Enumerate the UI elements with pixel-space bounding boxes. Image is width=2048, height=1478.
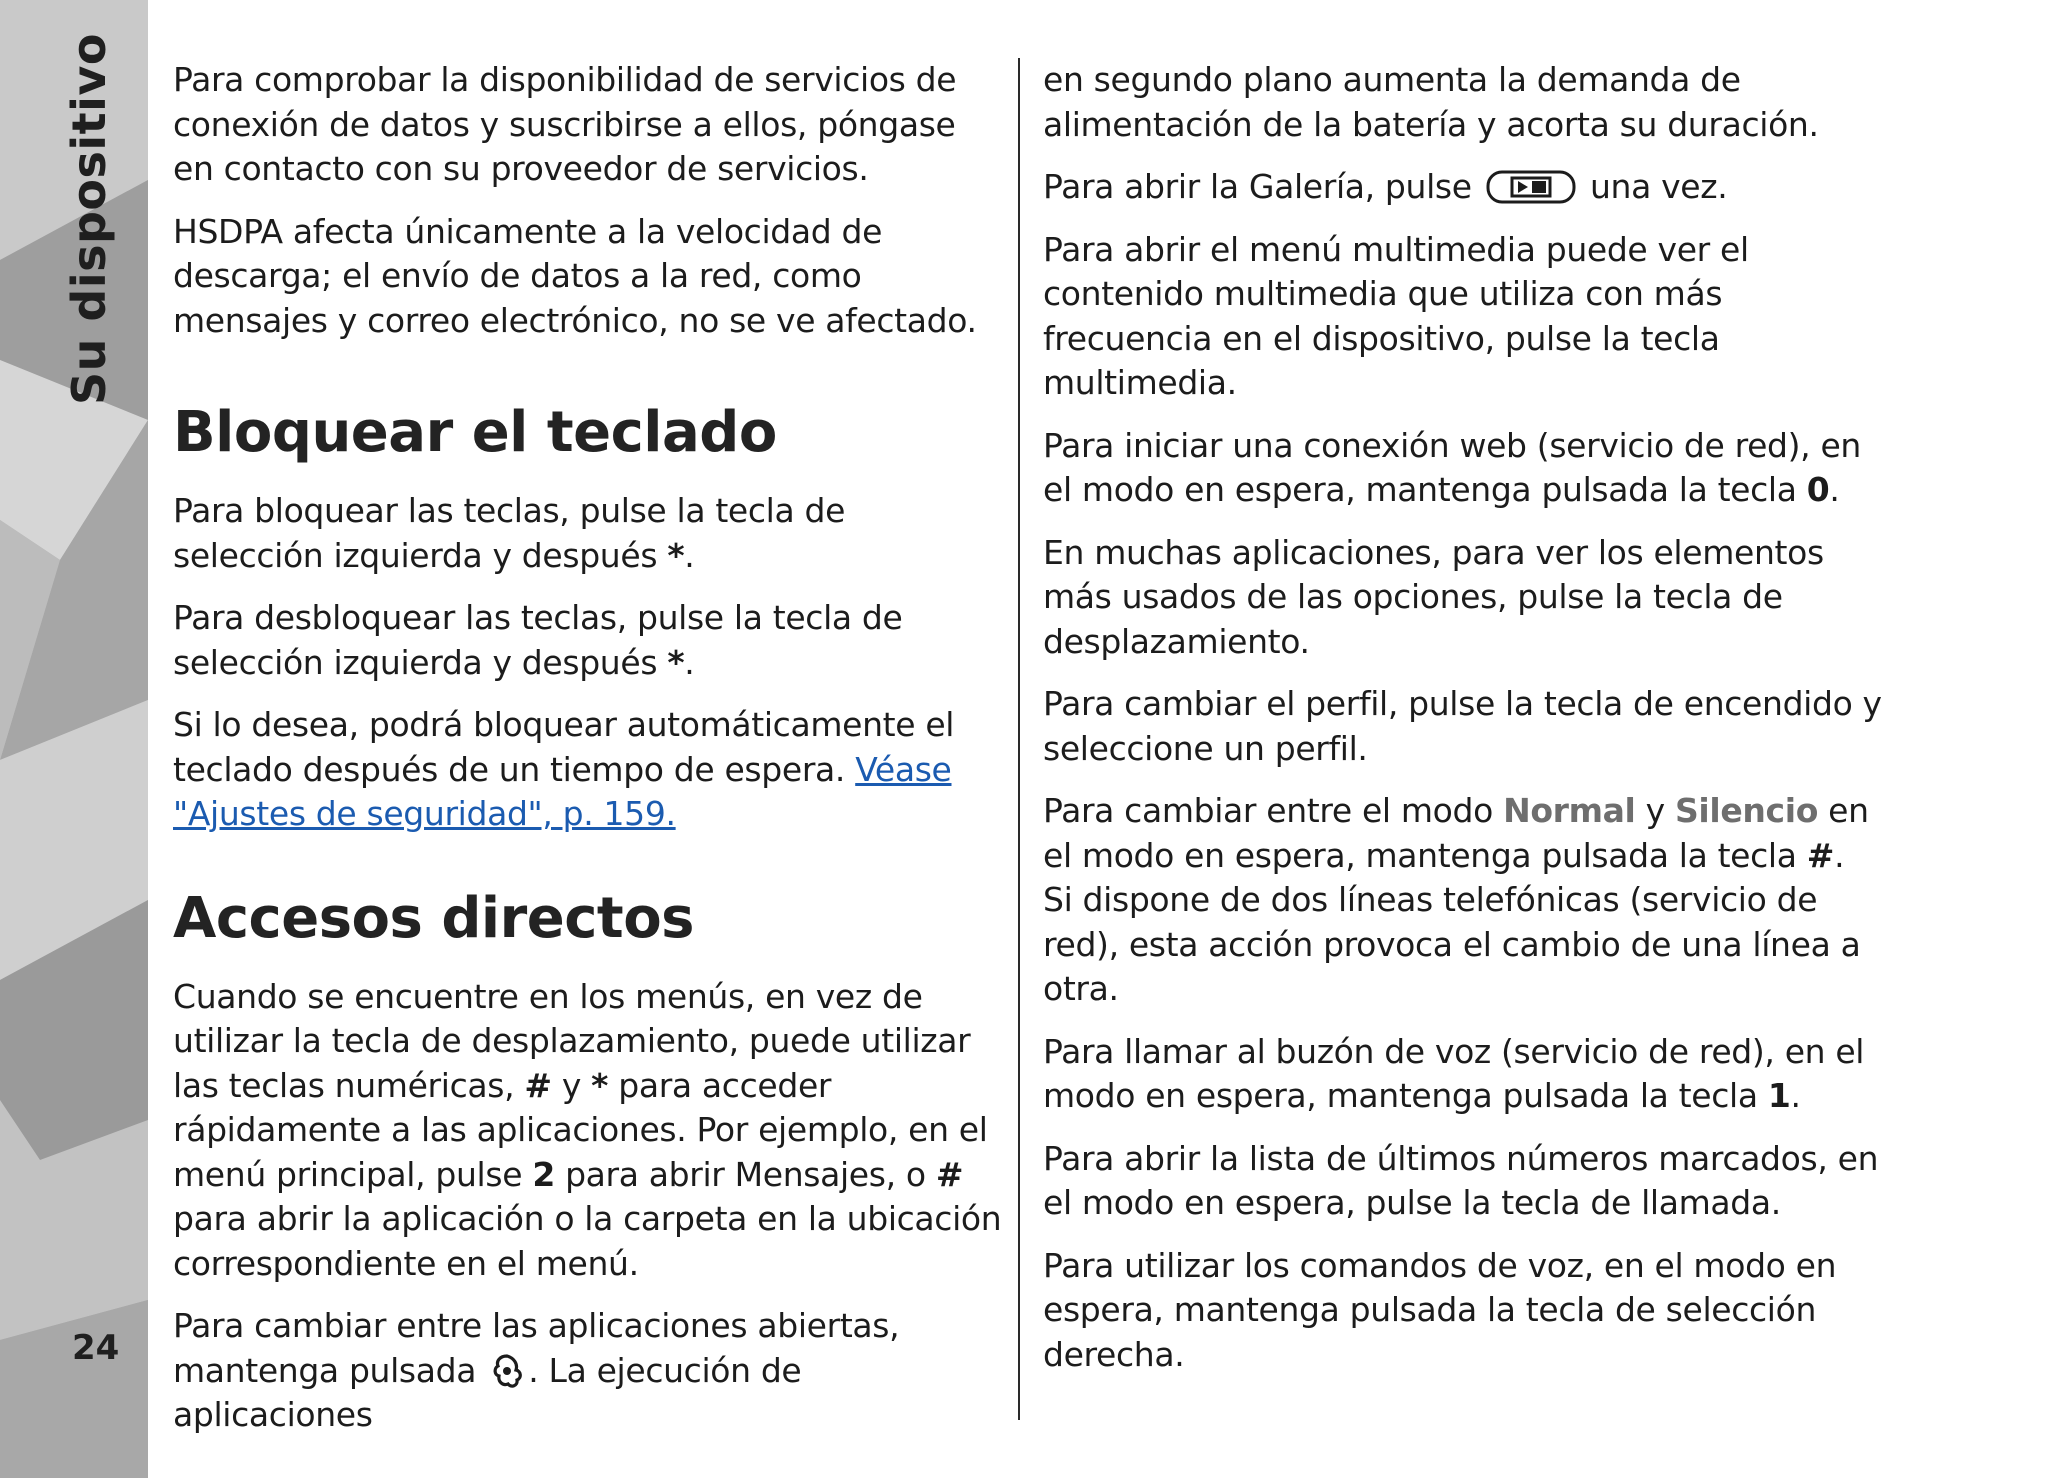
paragraph: Para desbloquear las teclas, pulse la tecla de selección izquierda y después *. (173, 598, 903, 682)
right-column (1043, 58, 1883, 1395)
heading-bloquear-teclado: Bloquear el teclado (173, 400, 777, 465)
gallery-key-icon (1486, 170, 1576, 204)
paragraph: HSDPA afecta únicamente a la velocidad de descarga; el envío de datos a la red, como mensajes y correo electrónico, no se ve afectado. (173, 211, 977, 340)
paragraph: Para cambiar entre las aplicaciones abiertas, mantenga pulsada . La ejecución de aplicaciones (173, 1306, 900, 1434)
paragraph: en segundo plano aumenta la demanda de alimentación de la batería y acorta su duración. (1043, 60, 1819, 144)
paragraph: Para iniciar una conexión web (servicio de red), en el modo en espera, mantenga pulsada la tecla 0. (1043, 425, 1861, 509)
paragraph: Para abrir el menú multimedia puede ver el contenido multimedia que utiliza con más frecuencia en el dispositivo, pulse la tecla multimedia. (1043, 229, 1749, 402)
paragraph: Si lo desea, podrá bloquear automáticamente el teclado después de un tiempo de espera. Véase "Ajustes de seguridad", p. 159. (173, 705, 955, 833)
mode-silencio-label: Silencio (1675, 791, 1819, 830)
menu-key-icon (490, 1352, 524, 1390)
page-number: 24 (72, 1328, 120, 1368)
heading-accesos-directos: Accesos directos (173, 885, 694, 951)
sidebar-band (0, 0, 148, 1478)
section-title: Su dispositivo (62, 33, 116, 405)
paragraph: Para llamar al buzón de voz (servicio de red), en el modo en espera, mantenga pulsada la tecla 1. (1043, 1031, 1865, 1115)
paragraph: Para abrir la lista de últimos números marcados, en el modo en espera, pulse la tecla de llamada. (1043, 1138, 1879, 1222)
paragraph: Para bloquear las teclas, pulse la tecla de selección izquierda y después *. (173, 491, 846, 575)
paragraph: Para cambiar entre el modo Normal y Silencio en el modo en espera, mantenga pulsada la tecla #. Si dispone de dos líneas telefónicas (servicio de red), esta acción provoca el cambio de una línea a otra. (1043, 791, 1869, 1008)
paragraph: Para comprobar la disponibilidad de servicios de conexión de datos y suscribirse a ellos, póngase en contacto con su proveedor de servicios. (173, 60, 957, 188)
paragraph: Cuando se encuentre en los menús, en vez de utilizar la tecla de desplazamiento, puede utilizar las teclas numéricas, # y * para acceder rápidamente a las aplicaciones. Por ejemplo, en el menú principal, pulse 2 para abrir Mensajes, o # para abrir la aplicación o la carpeta en la ubicación correspondiente en el menú. (173, 976, 1002, 1283)
mode-normal-label: Normal (1503, 791, 1636, 830)
left-column (173, 58, 1003, 1456)
paragraph: Para cambiar el perfil, pulse la tecla de encendido y seleccione un perfil. (1043, 684, 1882, 768)
paragraph: Para abrir la Galería, pulse una vez. (1043, 167, 1728, 206)
paragraph: En muchas aplicaciones, para ver los elementos más usados de las opciones, pulse la tecla de desplazamiento. (1043, 532, 1824, 661)
paragraph: Para utilizar los comandos de voz, en el modo en espera, mantenga pulsada la tecla de selección derecha. (1043, 1245, 1837, 1374)
security-settings-link[interactable]: Véase "Ajustes de seguridad", p. 159. (173, 749, 952, 833)
column-divider (1018, 58, 1020, 1420)
